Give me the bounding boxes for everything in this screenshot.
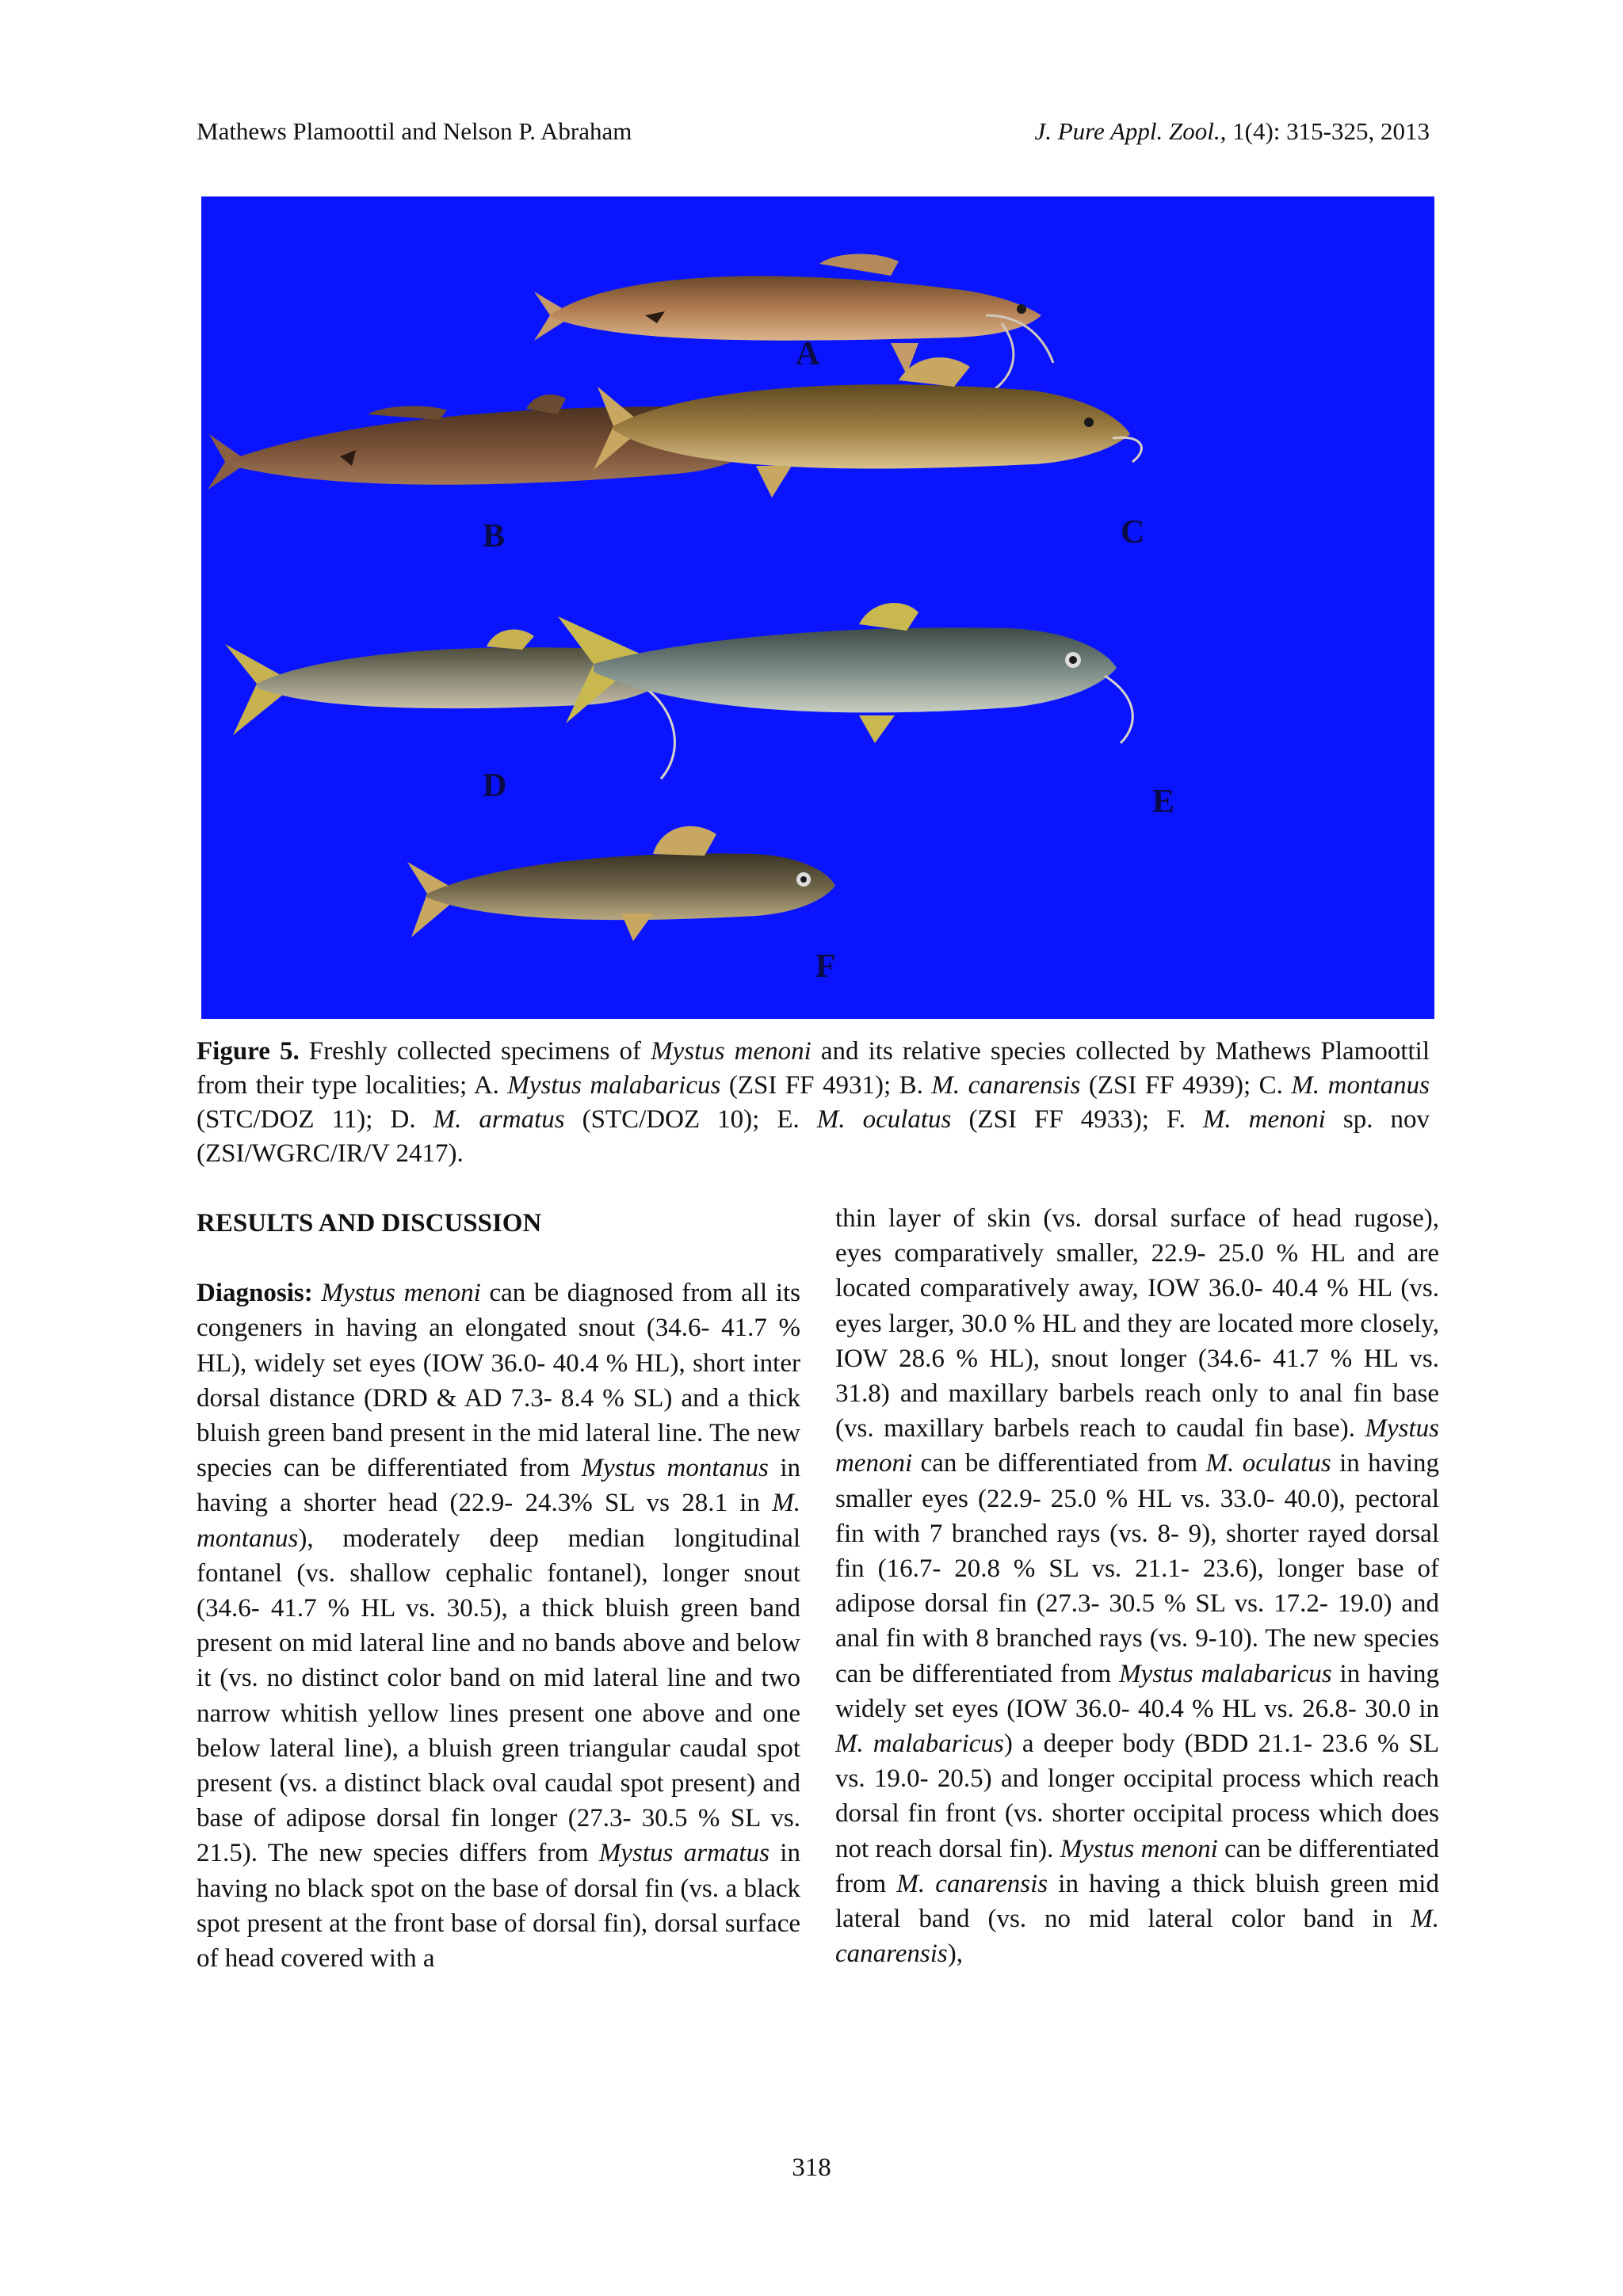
species-name: M. oculatus [816,1105,952,1134]
species-name: Mystus armatus [598,1839,769,1868]
text-segment: can be differentiated from [912,1449,1206,1478]
fish-specimens-illustration [201,196,1434,1019]
running-header [197,117,1430,152]
text-segment: can be diagnosed from all its congeners in having an elongated snout (34.6- 41.7 % HL), widely set eyes (IOW 36.0- 40.4 % HL), short inter dorsal distance (DRD & AD 7.3- 8.4 % SL) and a thick bluish green band present in the mid lateral line. The new species can be differentiated from [197,1279,801,1483]
species-name: M. menoni [1202,1105,1326,1134]
text-segment: in having a thick bluish green mid lateral band (vs. no mid lateral color band in [835,1869,1439,1934]
text-segment [313,1279,322,1307]
species-name: M. canarensis [896,1869,1048,1898]
text-segment: (STC/DOZ 11); D. [197,1105,433,1134]
header-volume: 1(4): 315-325, 2013 [1226,117,1430,145]
species-name: Mystus menoni [835,1414,1439,1478]
text-segment: (ZSI FF 4933); F. [951,1105,1203,1134]
text-segment: and its relative species collected by Mathews Plamoottil from their type localities; A. [197,1037,1430,1100]
text-segment: in having a shorter head (22.9- 24.3% SL vs 28.1 in [197,1454,800,1518]
fish-a [534,254,1053,395]
diagnosis-label: Diagnosis: [197,1279,313,1308]
text-segment: can be differentiated from [835,1834,1439,1898]
text-segment: in having widely set eyes (IOW 36.0- 40.4 % HL vs. 26.8- 30.0 in [835,1659,1439,1723]
text-segment: ), [947,1939,964,1969]
text-segment: ), moderately deep median longitudinal fontanel (vs. shallow cephalic fontanel), longer snout (34.6- 41.7 % HL vs. 30.5), a thick bluish green band present on mid lateral line and no bands above and below it (vs. no distinct color band on mid lateral line and two narrow whitish yellow lines present one above and one below lateral line), a bluish green triangular caudal spot present (vs. a distinct black oval caudal spot present) and base of adipose dorsal fin longer (27.3- 30.5 % SL vs. 21.5). The new species differs from [197,1524,800,1868]
text-segment: Freshly collected specimens of [299,1037,651,1066]
section-heading: RESULTS AND DISCUSSION [197,1209,542,1238]
header-authors: Mathews Plamoottil and Nelson P. Abraham [197,117,632,145]
header-journal: J. Pure Appl. Zool., [1034,117,1227,145]
species-name: M. montanus [1291,1071,1430,1100]
figure-caption [197,1035,1430,1171]
species-name: M. malabaricus [835,1730,1004,1759]
species-name: M. montanus [197,1489,800,1553]
text-segment: in having no black spot on the base of dorsal fin (vs. a black spot present at the front base of dorsal fin), dorsal surface of head covered with a [197,1839,800,1974]
species-name: M. oculatus [1205,1449,1331,1478]
page-number: 318 [792,2153,831,2182]
text-segment: (STC/DOZ 10); E. [564,1105,817,1134]
figure-label-c: C [1121,514,1145,551]
right-column [835,1201,1439,1971]
text-segment: (ZSI FF 4931); B. [720,1071,932,1100]
figure-label-e: E [1152,784,1175,820]
figure-label-a: A [796,336,820,372]
text-segment: sp. nov (ZSI/WGRC/IR/V 2417). [197,1105,1430,1168]
fish-f [407,826,835,941]
figure-5-photo [201,196,1434,1019]
text-segment: ) a deeper body (BDD 21.1- 23.6 % SL vs. 19.0- 20.5) and longer occipital process which reach dorsal fin front (vs. shorter occipital process which does not reach dorsal fin). [835,1730,1440,1863]
fish-c [594,357,1141,498]
left-column [197,1206,800,1976]
left-column-body [197,1279,800,1973]
species-name: M. armatus [433,1105,565,1134]
species-name: Mystus malabaricus [1119,1659,1332,1688]
right-column-body [835,1201,1439,1971]
species-name: Mystus menoni [651,1037,812,1066]
caption-label: Figure 5. [197,1037,300,1066]
species-name: Mystus menoni [1060,1834,1218,1863]
species-name: Mystus malabaricus [507,1071,721,1100]
species-name: Mystus menoni [321,1279,481,1308]
species-name: Mystus montanus [581,1454,769,1483]
header-citation [1034,117,1430,146]
text-segment: in having smaller eyes (22.9- 25.0 % HL vs. 33.0- 40.0), pectoral fin with 7 branched rays (vs. 8- 9), shorter rayed dorsal fin (16.7- 20.8 % SL vs. 21.1- 23.6), longer base of adipose dorsal fin (27.3- 30.5 % SL vs. 17.2- 19.0) and anal fin with 8 branched rays (vs. 9-10). The new species can be differentiated from [835,1449,1439,1688]
figure-label-b: B [483,518,506,555]
species-name: M. canarensis [835,1905,1439,1969]
text-segment: thin layer of skin (vs. dorsal surface of head rugose), eyes comparatively smaller, 22.9- 25.0 % HL and are located comparatively away, IOW 36.0- 40.4 % HL (vs. eyes larger, 30.0 % HL and they are located more closely, IOW 28.6 % HL), snout longer (34.6- 41.7 % HL vs. 31.8) and maxillary barbels reach only to anal fin base (vs. maxillary barbels reach to caudal fin base). [835,1204,1439,1444]
species-name: M. canarensis [931,1071,1081,1100]
caption-body [197,1037,1430,1168]
figure-label-d: D [483,768,507,804]
fish-e [558,603,1132,743]
diagnosis-paragraph [197,1276,800,1976]
figure-label-f: F [815,948,836,985]
text-segment: (ZSI FF 4939); C. [1080,1071,1292,1100]
